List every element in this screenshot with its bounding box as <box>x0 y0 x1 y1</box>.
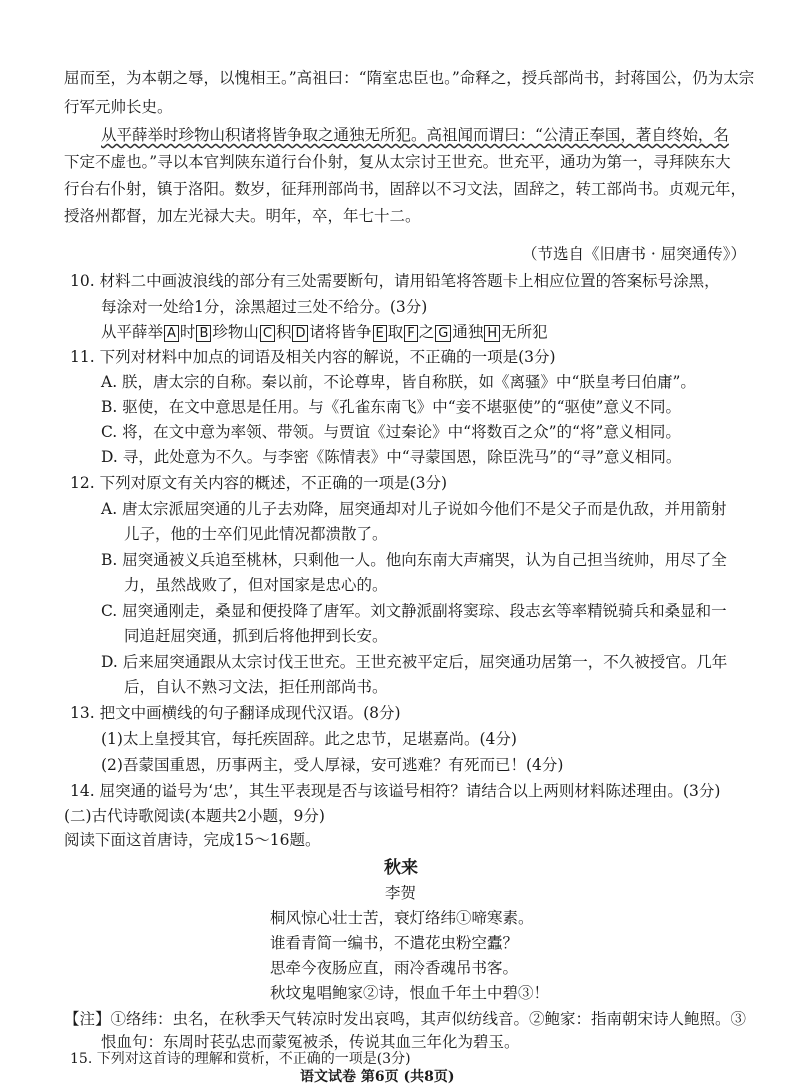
seg-9: 无所犯 <box>501 323 548 341</box>
q15-stem: 15. 下列对这首诗的理解和赏析，不正确的一项是(3分) <box>70 1051 411 1067</box>
poem-author: 李贺 <box>385 884 417 902</box>
q11-option-c: C. 将，在文中意为率领、带领。与贾谊《过秦论》中“将数百之众”的“将”意义相同。 <box>101 423 681 441</box>
q13-item-1: (1)太上皇授其官，每托疾固辞。此之忠节，足堪嘉尚。(4分) <box>101 730 517 748</box>
q12-stem: 12. 下列对原文有关内容的概述，不正确的一项是(3分) <box>70 474 448 492</box>
q12-d-2: 后，自认不熟习文法，拒任刑部尚书。 <box>124 678 388 696</box>
seg-5: 诸将皆争 <box>309 323 372 341</box>
seg-3: 珍物山 <box>212 323 259 341</box>
passage-line-5: 行台右仆射，镇于洛阳。数岁，征拜刑部尚书，固辞以不习文法，固辞之，转工部尚书。贞观元年， <box>64 180 747 198</box>
q10-sentence <box>101 322 548 342</box>
seg-7: 之 <box>418 323 435 341</box>
seg-1: 从平薛举 <box>101 323 164 341</box>
q11-option-b: B. 驱使，在文中意思是任用。与《孔雀东南飞》中“妾不堪驱使”的“驱使”意义不同。 <box>101 398 681 416</box>
q12-a-2: 儿子，他的士卒们见此情况都溃散了。 <box>124 525 388 543</box>
q12-b-2: 力，虽然战败了，但对国家是忠心的。 <box>124 576 388 594</box>
poem-line-3: 思牵今夜肠应直，雨冷香魂吊书客。 <box>270 959 519 977</box>
mark-e[interactable]: E <box>373 325 387 342</box>
poem-title: 秋来 <box>384 858 418 878</box>
q11-stem: 11. 下列对材料中加点的词语及相关内容的解说，不正确的一项是(3分) <box>70 348 556 366</box>
q10-stem-1: 10. 材料二中画波浪线的部分有三处需要断句，请用铅笔将答题卡上相应位置的答案标号涂黑， <box>70 272 720 290</box>
poem-line-4: 秋坟鬼唱鲍家②诗，恨血千年土中碧③！ <box>270 984 550 1002</box>
passage-line-3-wavy: 从平薛举时珍物山积诸将皆争取之通独无所犯。高祖闻而谓曰：“公清正奉国，著自终始，名 <box>101 126 729 144</box>
section-heading: (二)古代诗歌阅读(本题共2小题，9分) <box>64 807 325 825</box>
passage-line-1: 屈而至，为本朝之辱，以愧相王。”高祖曰：“隋室忠臣也。”命释之，授兵部尚书，封蒋国公，仍为太宗 <box>64 69 755 87</box>
poem-line-2: 谁看青简一编书，不遣花虫粉空蠹？ <box>270 934 519 952</box>
mark-h[interactable]: H <box>484 325 500 342</box>
q10-stem-2: 每涂对一处给1分，涂黑超过三处不给分。(3分) <box>101 298 428 316</box>
q12-b-1: B. 屈突通被义兵追至桃林，只剩他一人。他向东南大声痛哭，认为自己担当统帅，用尽了全 <box>101 551 727 569</box>
section-intro: 阅读下面这首唐诗，完成15～16题。 <box>64 831 321 849</box>
mark-f[interactable]: F <box>404 325 417 342</box>
page-footer: 语文试卷 第6页 (共8页) <box>300 1069 455 1085</box>
q11-option-a: A. 朕，唐太宗的自称。秦以前，不论尊卑，皆自称朕，如《离骚》中“朕皇考曰伯庸”。 <box>101 373 696 391</box>
seg-8: 通独 <box>452 323 484 341</box>
note-line-2: 恨血句：东周时苌弘忠而蒙冤被杀，传说其血三年化为碧玉。 <box>101 1033 520 1051</box>
q11-option-d: D. 寻，此处意为不久。与李密《陈情表》中“寻蒙国恩，除臣洗马”的“寻”意义相同。 <box>101 448 682 466</box>
q12-c-1: C. 屈突通刚走，桑显和便投降了唐军。刘文静派副将窦琮、段志玄等率精锐骑兵和桑显和一 <box>101 602 727 620</box>
q13-item-2: (2)吾蒙国重恩，历事两主，受人厚禄，安可逃难？有死而已！(4分) <box>101 756 564 774</box>
poem-line-1: 桐风惊心壮士苦，衰灯络纬①啼寒素。 <box>270 909 534 927</box>
passage-line-6: 授洛州都督，加左光禄大夫。明年，卒，年七十二。 <box>64 207 421 225</box>
q12-d-1: D. 后来屈突通跟从太宗讨伐王世充。王世充被平定后，屈突通功居第一，不久被授官。几年 <box>101 653 728 671</box>
q12-c-2: 同追赶屈突通，抓到后将他押到长安。 <box>124 627 388 645</box>
passage-line-4: 下定不虚也。”寻以本官判陕东道行台仆射，复从太宗讨王世充。世充平，通功为第一，寻拜陕东大 <box>64 153 731 171</box>
q14-stem: 14. 屈突通的谥号为‘忠’，其生平表现是否与该谥号相符？请结合以上两则材料陈述理由。(3分) <box>70 782 721 800</box>
note-line-1: 【注】①络纬：虫名，在秋季天气转凉时发出哀鸣，其声似纺线音。②鲍家：指南朝宋诗人鲍照。③ <box>64 1010 747 1028</box>
seg-2: 时 <box>179 323 196 341</box>
q12-a-1: A. 唐太宗派屈突通的儿子去劝降，屈突通却对儿子说如今他们不是父子而是仇敌，并用箭射 <box>101 500 727 518</box>
seg-4: 积 <box>275 323 292 341</box>
seg-6: 取 <box>387 323 404 341</box>
mark-g[interactable]: G <box>435 325 451 342</box>
mark-c[interactable]: C <box>260 325 275 342</box>
mark-b[interactable]: B <box>196 325 211 342</box>
q13-stem: 13. 把文中画横线的句子翻译成现代汉语。(8分) <box>70 704 401 722</box>
mark-d[interactable]: D <box>292 325 308 342</box>
passage-source: （节选自《旧唐书 · 屈突通传》） <box>522 245 747 263</box>
passage-line-2: 行军元帅长史。 <box>64 98 173 116</box>
mark-a[interactable]: A <box>164 325 179 342</box>
